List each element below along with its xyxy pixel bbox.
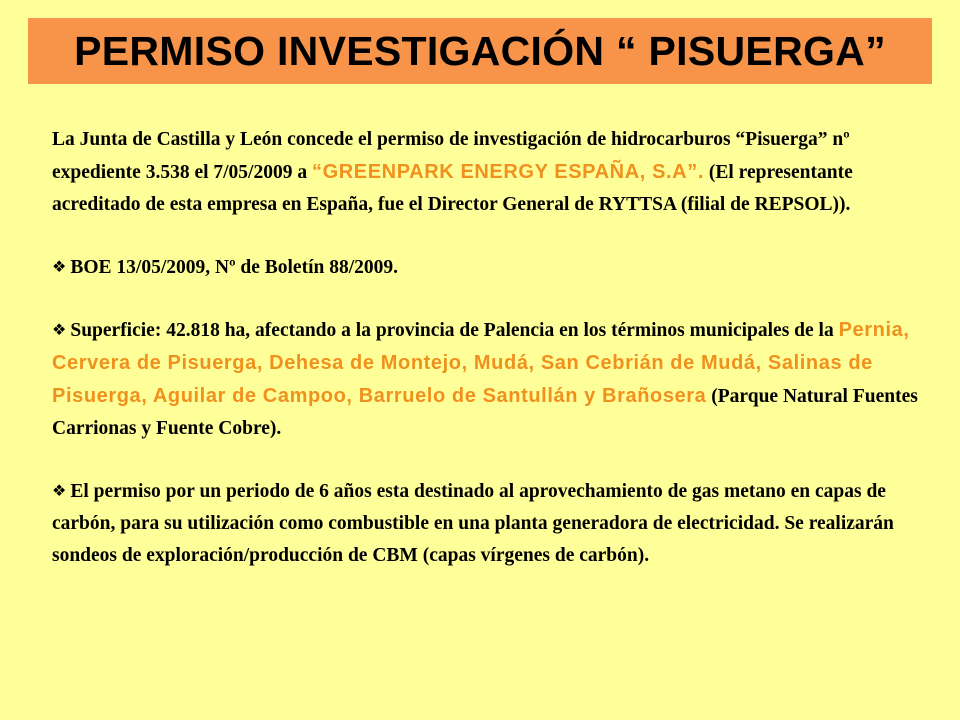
- bullet-superficie: [52, 314, 922, 445]
- intro-text-continued: (El representante acreditado de esta empresa en España, fue el Director General de RYTTSA (filial de REPSOL)).: [52, 162, 853, 215]
- bullet-superficie-text-continued: (Parque Natural Fuentes Carrionas y Fuente Cobre).: [52, 386, 918, 439]
- bullet-boe: [52, 251, 922, 284]
- bullet-permiso-text: El permiso por un periodo de 6 años esta destinado al aprovechamiento de gas metano en capas de carbón, para su utilización como combustible en una planta generadora de electricidad. Se realizarán sondeos de exploración/producción de CBM (capas vírgenes de carbón).: [52, 481, 894, 566]
- bullet-permiso: [52, 475, 922, 572]
- spacer: [52, 221, 922, 251]
- diamond-bullet-icon: ❖: [52, 320, 67, 339]
- spacer: [52, 445, 922, 475]
- municipalities-highlight: Pernia, Cervera de Pisuerga, Dehesa de Montejo, Mudá, San Cebrián de Mudá, Salinas de Pisuerga, Aguilar de Campoo, Barruelo de Santullán y Brañosera: [52, 319, 910, 407]
- title-banner: [28, 18, 932, 84]
- bullet-superficie-text: Superficie: 42.818 ha, afectando a la provincia de Palencia en los términos municipales de la: [70, 320, 839, 341]
- spacer: [52, 284, 922, 314]
- intro-paragraph: [52, 124, 922, 221]
- slide-title: PERMISO INVESTIGACIÓN “ PISUERGA”: [74, 27, 886, 74]
- bullet-boe-text: BOE 13/05/2009, Nº de Boletín 88/2009.: [70, 257, 399, 278]
- diamond-bullet-icon: ❖: [52, 481, 67, 500]
- slide-body: [52, 124, 922, 572]
- intro-text: La Junta de Castilla y León concede el permiso de investigación de hidrocarburos “Pisuerga” nº expediente 3.538 el 7/05/2009 a: [52, 129, 850, 183]
- diamond-bullet-icon: ❖: [52, 257, 67, 276]
- company-name-highlight: “GREENPARK ENERGY ESPAÑA, S.A”.: [311, 161, 704, 183]
